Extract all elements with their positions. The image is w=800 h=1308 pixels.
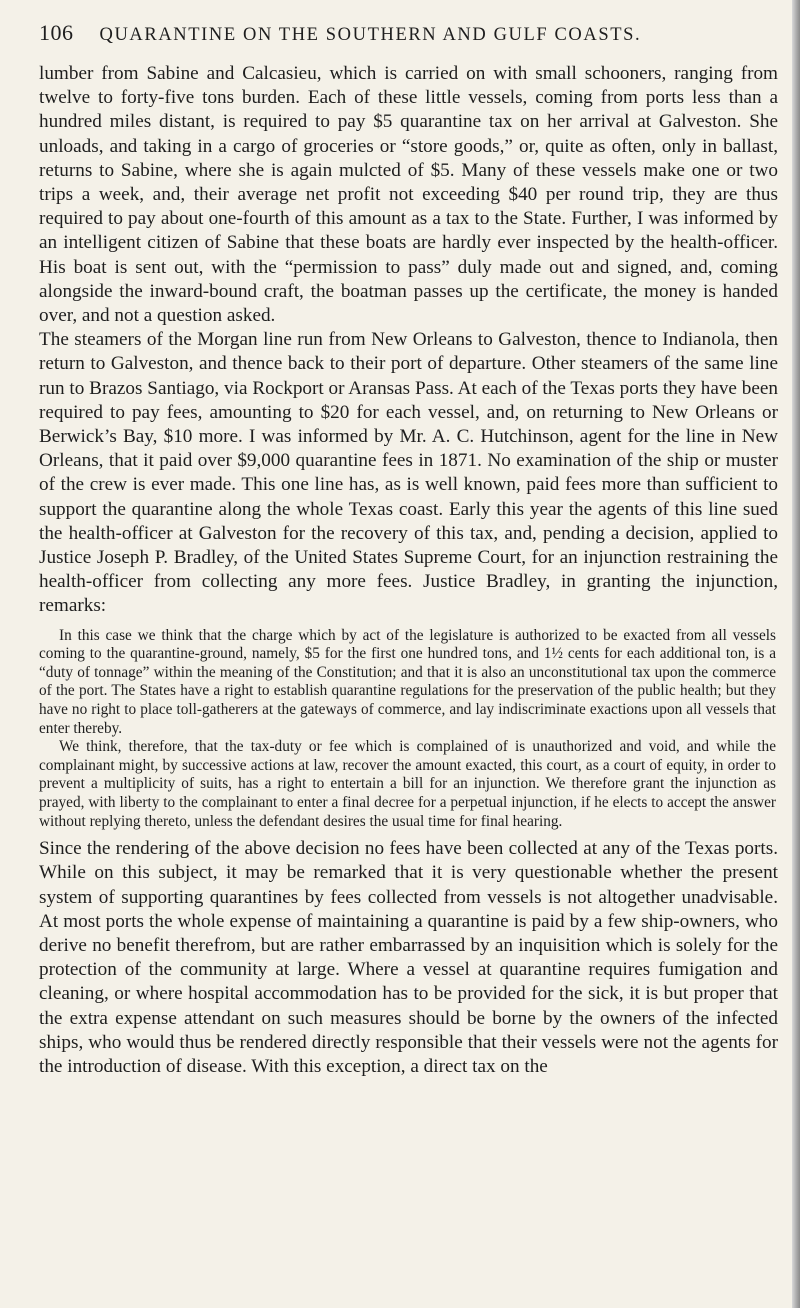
paragraph-morgan-line: The steamers of the Morgan line run from New Orleans to Galveston, thence to Indianola, then return to Galveston, and thence back to their port of departure. Other steamers of the same line run to Brazos Santiago, via Rockport or Aransas Pass. At each of the Texas ports they have been required to pay fees, amounting to $20 for each vessel, and, on returning to New Orleans or Berwick’s Bay, $10 more. I was informed by Mr. A. C. Hutchinson, agent for the line in New Orleans, that it paid over $9,000 quarantine fees in 1871. No examination of the ship or muster of the crew is ever made. This one line has, as is well known, paid fees more than sufficient to support the quarantine along the whole Texas coast. Early this year the agents of this line sued the health-officer at Galveston for the recovery of this tax, and, pending a decision, applied to Justice Joseph P. Bradley, of the United States Supreme Court, for an injunction restraining the health-officer from collecting any more fees. Justice Bradley, in granting the injunction, remarks: bbox=[39, 329, 778, 617]
page-number: 106 bbox=[39, 20, 74, 45]
court-quotation bbox=[39, 627, 776, 832]
page-header bbox=[39, 20, 778, 48]
paragraph-lumber-schooners: lumber from Sabine and Calcasieu, which is carried on with small schooners, ranging from twelve to forty-five tons burden. Each of these little vessels, coming from ports less than a hundred miles distant, is required to pay $5 quarantine tax on her arrival at Galveston. She unloads, and taking in a cargo of groceries or “store goods,” or, quite as often, only in ballast, returns to Sabine, where she is again mulcted of $5. Many of these vessels make one or two trips a week, and, their average net profit not exceeding $40 per round trip, they are thus required to pay about one-fourth of this amount as a tax to the State. Further, I was informed by an intelligent citizen of Sabine that these boats are hardly ever inspected by the health-officer. His boat is sent out, with the “permission to pass” duly made out and signed, and, coming alongside the inward-bound craft, the boatman passes up the certificate, the money is handed over, and not a question asked. bbox=[39, 63, 778, 327]
paragraph-since-decision: Since the rendering of the above decision no fees have been collected at any of the Texas ports. While on this subject, it may be remarked that it is very questionable whether the present system of supporting quarantines by fees collected from vessels is not altogether unadvisable. At most ports the whole expense of maintaining a quarantine is paid by a few ship-owners, who derive no benefit therefrom, but are rather embarrassed by an inquisition which is solely for the protection of the community at large. Where a vessel at quarantine requires fumigation and cleaning, or where hospital accommodation has to be provided for the sick, it is but proper that the extra expense attendant on such measures should be borne by the owners of the infected ships, who would thus be rendered directly responsible that their vessels were not the agents for the introduction of disease. With this exception, a direct tax on the bbox=[39, 838, 778, 1078]
quotation-paragraph-2: We think, therefore, that the tax-duty or fee which is complained of is unauthorized and void, and while the complainant might, by successive actions at law, recover the amount exacted, this court, as a court of equity, in order to prevent a multiplicity of suits, has a right to entertain a bill for an injunction. We therefore grant the injunction as prayed, with liberty to the complainant to enter a final decree for a perpetual injunction, if he elects to accept the answer without replying thereto, unless the defendant desires the usual time for final hearing. bbox=[39, 738, 776, 830]
page-edge-shadow bbox=[792, 0, 800, 1308]
running-head: QUARANTINE ON THE SOUTHERN AND GULF COASTS. bbox=[99, 25, 642, 45]
quotation-paragraph-1: In this case we think that the charge which by act of the legislature is authorized to be exacted from all vessels coming to the quarantine-ground, namely, $5 for the first one hundred tons, and 1½ cents for each additional ton, is a “duty of tonnage” within the meaning of the Constitution; and that it is also an unconstitutional tax upon the commerce of the port. The States have a right to establish quarantine regulations for the preservation of the public health; but they have no right to place toll-gatherers at the gateways of commerce, and lay indiscriminate exactions upon all vessels that enter thereby. bbox=[39, 626, 776, 737]
